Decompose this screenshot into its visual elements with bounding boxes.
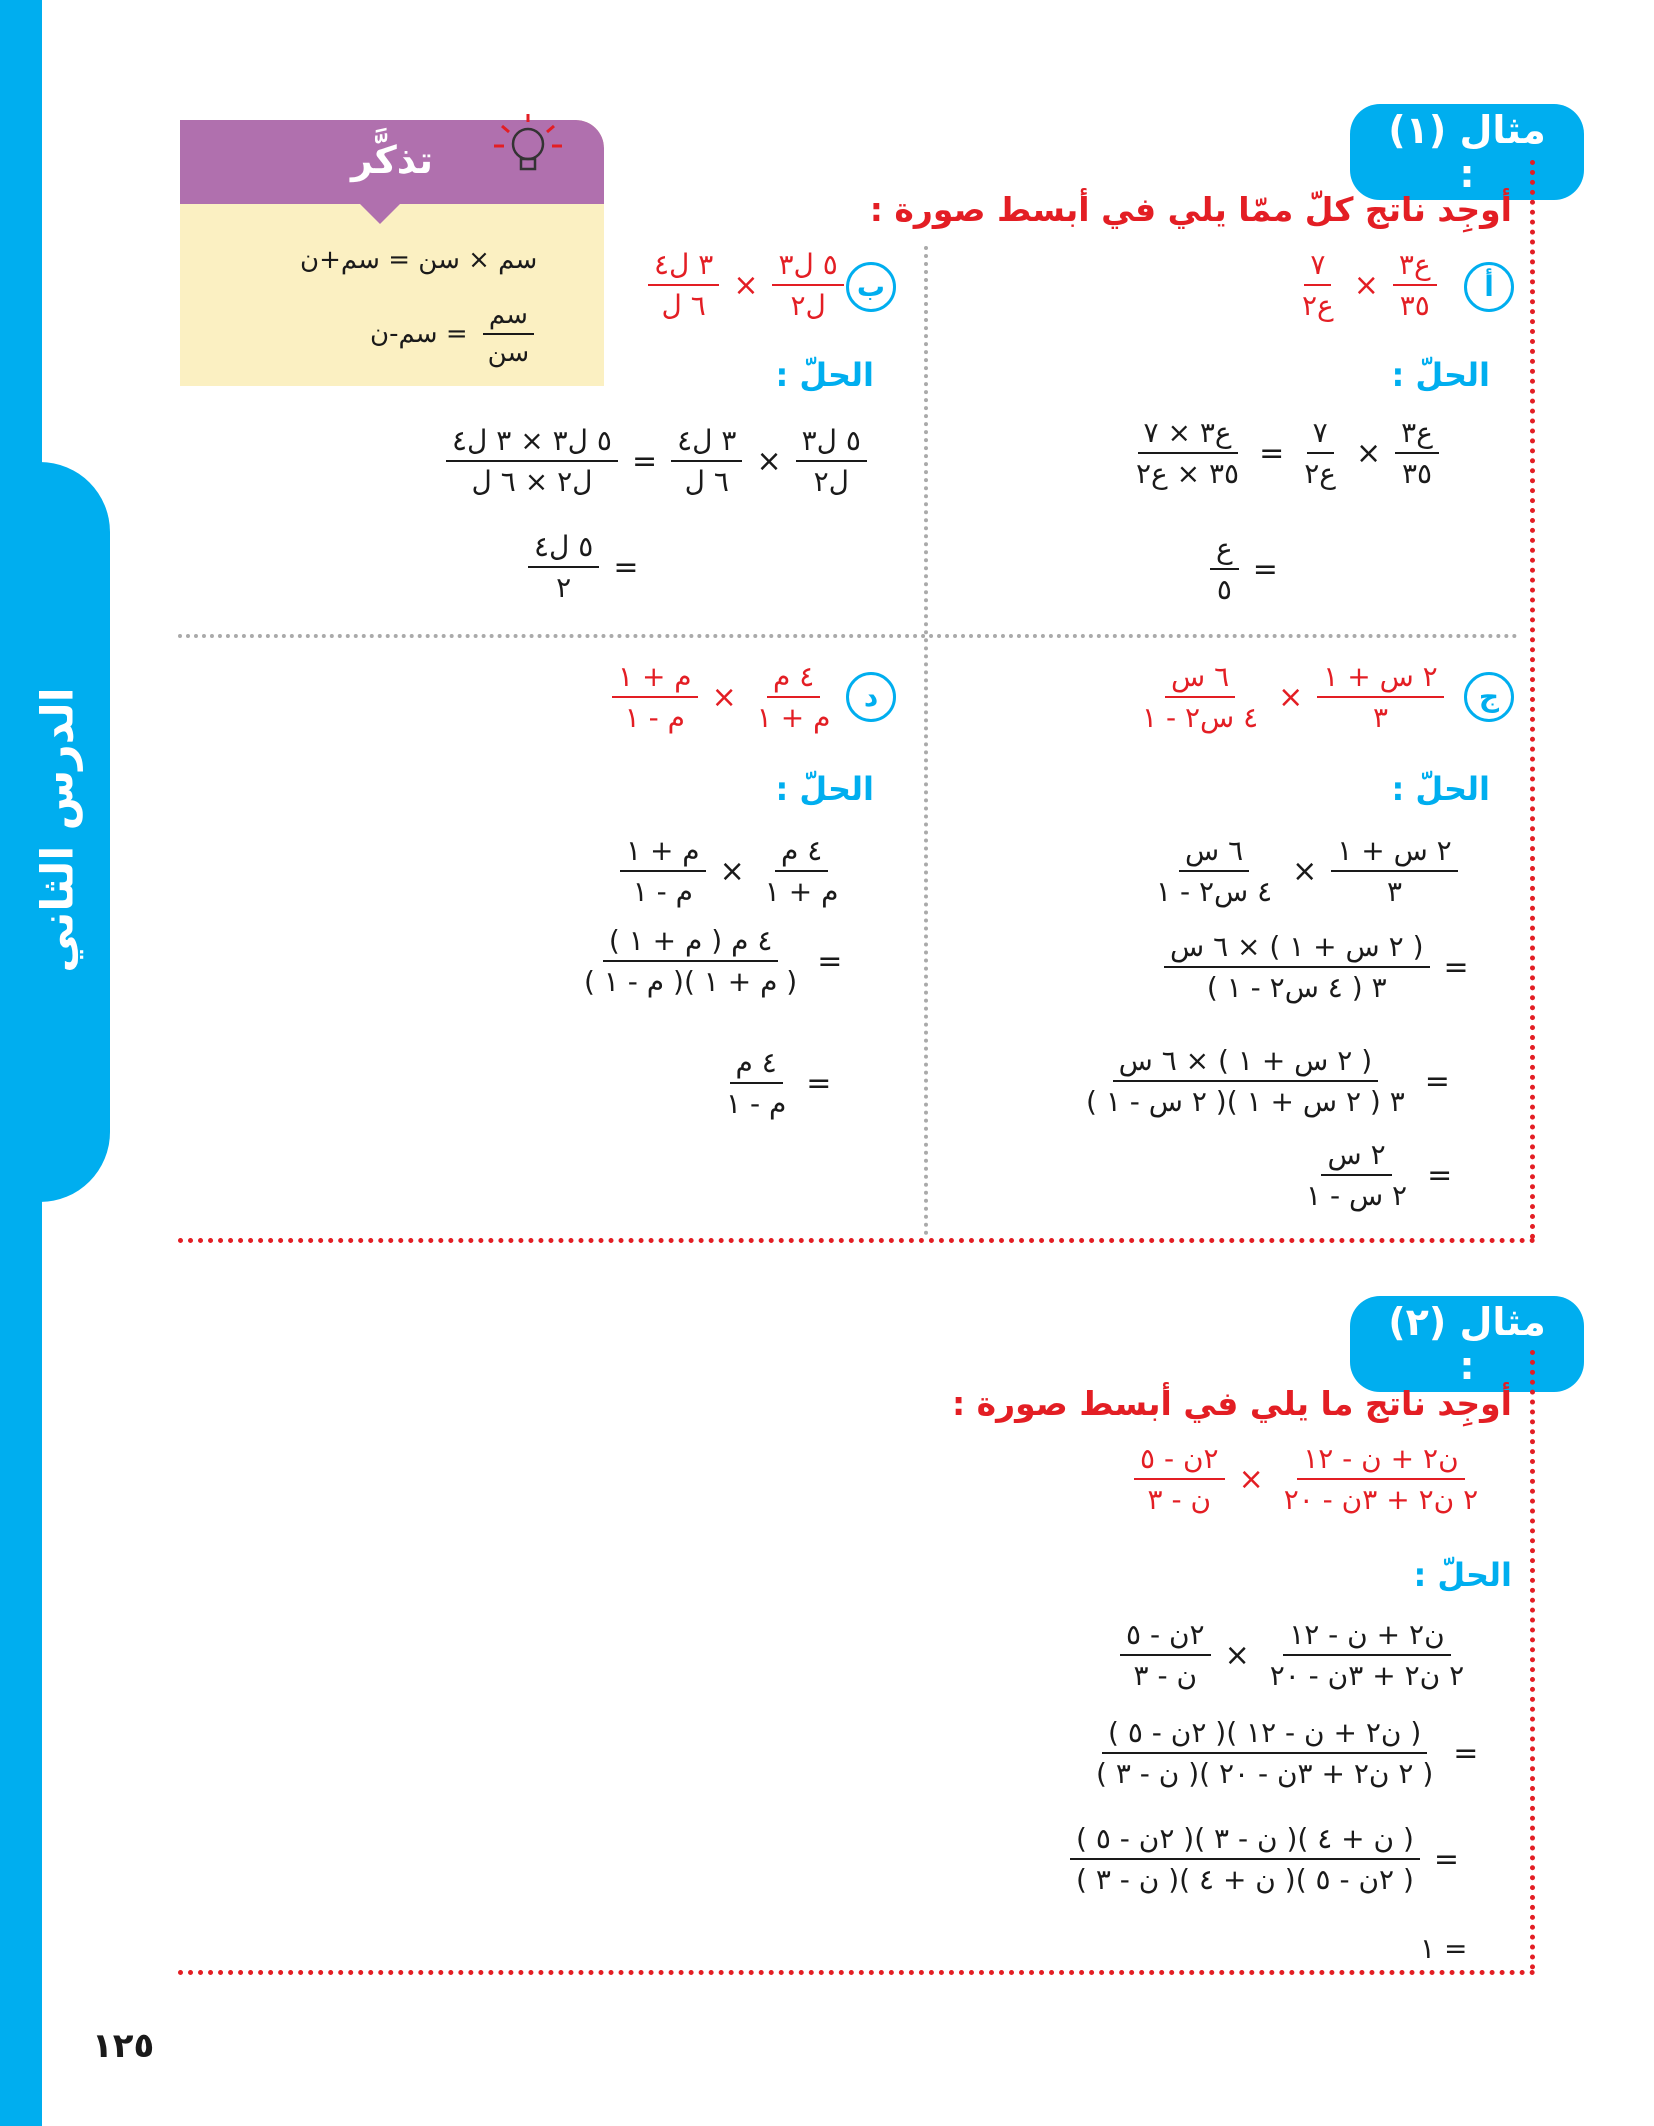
part-c-s3-num: ( ٢ س + ١ ) × ٦ س bbox=[1164, 930, 1430, 968]
part-a-label: أ bbox=[1464, 262, 1514, 312]
part-b-s2-den: ٦ ل bbox=[684, 465, 729, 498]
part-a-s2-num: ٧ bbox=[1307, 416, 1334, 454]
part-a-s1-frac bbox=[1395, 416, 1439, 490]
part-d-q-frac-1 bbox=[751, 660, 837, 734]
example-1-badge: مثال (١) : bbox=[1350, 104, 1584, 200]
part-a-q1-num: ع٣ bbox=[1393, 248, 1437, 286]
ex2-s2-den: ن - ٣ bbox=[1133, 1659, 1198, 1692]
part-d-q2-den: م - ١ bbox=[624, 701, 685, 734]
part-b-q1-num: ٥ ل٣ bbox=[772, 248, 843, 286]
times-sign: × bbox=[756, 443, 782, 479]
part-d-label: د bbox=[846, 672, 896, 722]
equals-sign: = bbox=[1424, 1063, 1450, 1099]
lightbulb-icon bbox=[488, 106, 568, 186]
part-a-r-num: ع bbox=[1210, 532, 1239, 570]
part-d-s2-den: م - ١ bbox=[632, 875, 693, 908]
equals-sign: = bbox=[806, 1065, 832, 1101]
part-c-r-den: ٢ س - ١ bbox=[1306, 1179, 1408, 1212]
part-b-q-frac-2 bbox=[648, 248, 719, 322]
ex2-result-value: = ١ bbox=[1420, 1932, 1468, 1965]
part-b-step-1 bbox=[446, 424, 867, 498]
part-d-q-frac-2 bbox=[612, 660, 698, 734]
part-b-s3-den: ل٢ × ٦ ل bbox=[471, 465, 593, 498]
part-c-q2-num: ٦ س bbox=[1165, 660, 1235, 698]
part-d-q1-den: م + ١ bbox=[756, 701, 831, 734]
equals-sign: = bbox=[1453, 1735, 1479, 1771]
times-sign: × bbox=[1356, 435, 1382, 471]
part-c-s1-frac bbox=[1331, 834, 1457, 908]
part-d-q1-num: ٤ م bbox=[767, 660, 820, 698]
lesson-title: الدرس الثاني bbox=[32, 687, 84, 973]
ex2-step-3 bbox=[1070, 1822, 1459, 1896]
ex2-q-frac-2 bbox=[1134, 1442, 1225, 1516]
ex2-s3-num: ( ن٢ + ن - ١٢ )( ٢ن - ٥ ) bbox=[1102, 1716, 1427, 1754]
part-a-q-frac-1 bbox=[1393, 248, 1437, 322]
times-sign: × bbox=[1292, 853, 1318, 889]
part-b-s3-frac bbox=[446, 424, 618, 498]
part-b-s2-num: ٣ ل٤ bbox=[671, 424, 742, 462]
part-c-s3-frac bbox=[1164, 930, 1430, 1004]
rule-2-rhs: = سم-ن bbox=[370, 319, 468, 349]
part-c-label: ج bbox=[1464, 672, 1514, 722]
part-a-question bbox=[1296, 248, 1437, 322]
part-b-label: ب bbox=[846, 262, 896, 312]
example-2-right-border bbox=[1530, 1350, 1535, 1970]
ex2-q1-num: ن٢ + ن - ١٢ bbox=[1297, 1442, 1464, 1480]
ex2-result bbox=[1420, 1932, 1467, 1965]
part-a-q2-num: ٧ bbox=[1304, 248, 1331, 286]
ex2-s4-num: ( ن + ٤ )( ن - ٣ )( ٢ن - ٥ ) bbox=[1070, 1822, 1420, 1860]
part-c-step-3 bbox=[1080, 1044, 1450, 1118]
part-b-r-num: ٥ ل٤ bbox=[528, 530, 599, 568]
remember-title: تذكَّر bbox=[351, 138, 433, 182]
part-d-r-frac bbox=[720, 1046, 792, 1120]
part-b-r-den: ٢ bbox=[556, 571, 572, 604]
part-a-s3-num: ع٣ × ٧ bbox=[1138, 416, 1238, 454]
example-2-badge: مثال (٢) : bbox=[1350, 1296, 1584, 1392]
part-c-step-1 bbox=[1150, 834, 1458, 908]
equals-sign: = bbox=[1252, 551, 1278, 587]
part-b-question bbox=[648, 248, 844, 322]
times-sign: × bbox=[1278, 679, 1304, 715]
part-a-s2-frac bbox=[1298, 416, 1342, 490]
part-a-s3-frac bbox=[1130, 416, 1245, 490]
part-d-q2-num: م + ١ bbox=[612, 660, 698, 698]
part-b-q2-num: ٣ ل٤ bbox=[648, 248, 719, 286]
part-c-s2-den: ٤ س٢ - ١ bbox=[1156, 875, 1273, 908]
ex2-s2-frac bbox=[1120, 1618, 1211, 1692]
part-d-s2-frac bbox=[620, 834, 706, 908]
rule-2-fraction bbox=[482, 300, 536, 368]
part-a-s1-num: ع٣ bbox=[1395, 416, 1439, 454]
part-c-s1-den: ٣ bbox=[1386, 875, 1403, 908]
part-a-s3-den: ٣٥ × ع٢ bbox=[1136, 457, 1240, 490]
part-c-step-2 bbox=[1164, 930, 1469, 1004]
grid-vertical-divider bbox=[924, 246, 928, 1236]
part-a-result bbox=[1210, 532, 1278, 606]
example-1-bottom-border bbox=[178, 1238, 1536, 1243]
part-a-s1-den: ٣٥ bbox=[1401, 457, 1433, 490]
part-b-r-frac bbox=[528, 530, 599, 604]
part-b-q1-den: ل٢ bbox=[790, 289, 826, 322]
part-a-r-frac bbox=[1210, 532, 1239, 606]
part-c-q1-num: ٢ س + ١ bbox=[1317, 660, 1443, 698]
example-2-bottom-border bbox=[178, 1970, 1536, 1975]
remember-notch bbox=[358, 202, 402, 224]
times-sign: × bbox=[733, 267, 759, 303]
part-b-s1-frac bbox=[796, 424, 867, 498]
part-c-s4-den: ٣ ( ٢ س + ١ )( ٢ س - ١ ) bbox=[1086, 1085, 1405, 1118]
part-c-result bbox=[1300, 1138, 1452, 1212]
rule-2-num: سم bbox=[483, 300, 534, 335]
equals-sign: = bbox=[817, 943, 843, 979]
part-c-q1-den: ٣ bbox=[1372, 701, 1389, 734]
part-c-s2-frac bbox=[1150, 834, 1278, 908]
equals-sign: = bbox=[1259, 435, 1285, 471]
part-a-q-frac-2 bbox=[1296, 248, 1340, 322]
part-d-s3-den: ( م + ١ )( م - ١ ) bbox=[584, 965, 798, 998]
ex2-q2-num: ٢ن - ٥ bbox=[1134, 1442, 1225, 1480]
part-d-r-num: ٤ م bbox=[730, 1046, 783, 1084]
remember-rule-2 bbox=[370, 300, 535, 368]
times-sign: × bbox=[711, 679, 737, 715]
part-a-q2-den: ع٢ bbox=[1302, 289, 1334, 322]
ex2-step-2 bbox=[1090, 1716, 1478, 1790]
part-b-solution-label: الحلّ : bbox=[775, 356, 874, 394]
ex2-q1-den: ٢ ن٢ + ٣ن - ٢٠ bbox=[1283, 1483, 1479, 1516]
ex2-step-1 bbox=[1120, 1618, 1470, 1692]
part-b-s3-num: ٥ ل٣ × ٣ ل٤ bbox=[446, 424, 618, 462]
part-d-s1-frac bbox=[759, 834, 845, 908]
part-b-s2-frac bbox=[671, 424, 742, 498]
ex2-s4-den: ( ٢ن - ٥ )( ن + ٤ )( ن - ٣ ) bbox=[1076, 1863, 1414, 1896]
part-d-s1-num: ٤ م bbox=[775, 834, 828, 872]
rule-1-text: سم × سن = سم+ن bbox=[300, 245, 538, 275]
times-sign: × bbox=[1353, 267, 1379, 303]
equals-sign: = bbox=[631, 443, 658, 479]
example-2-solution-label: الحلّ : bbox=[1413, 1556, 1512, 1594]
part-c-r-frac bbox=[1300, 1138, 1413, 1212]
part-d-step-1 bbox=[620, 834, 844, 908]
part-b-s1-num: ٥ ل٣ bbox=[796, 424, 867, 462]
part-d-s3-frac bbox=[578, 924, 803, 998]
ex2-s3-frac bbox=[1090, 1716, 1439, 1790]
times-sign: × bbox=[1238, 1461, 1264, 1497]
ex2-s2-num: ٢ن - ٥ bbox=[1120, 1618, 1211, 1656]
equals-sign: = bbox=[1443, 949, 1469, 985]
example-2-instruction: أوجِد ناتج ما يلي في أبسط صورة : bbox=[952, 1384, 1512, 1423]
times-sign: × bbox=[719, 853, 745, 889]
ex2-s3-den: ( ٢ ن٢ + ٣ن - ٢٠ )( ن - ٣ ) bbox=[1096, 1757, 1434, 1790]
part-c-q-frac-2 bbox=[1136, 660, 1264, 734]
part-c-q2-den: ٤ س٢ - ١ bbox=[1142, 701, 1259, 734]
part-d-r-den: م - ١ bbox=[726, 1087, 787, 1120]
part-b-q2-den: ٦ ل bbox=[661, 289, 706, 322]
part-a-s2-den: ع٢ bbox=[1304, 457, 1336, 490]
part-c-solution-label: الحلّ : bbox=[1391, 770, 1490, 808]
ex2-q2-den: ن - ٣ bbox=[1147, 1483, 1212, 1516]
part-c-s1-num: ٢ س + ١ bbox=[1331, 834, 1457, 872]
part-d-s1-den: م + ١ bbox=[764, 875, 839, 908]
part-c-s4-num: ( ٢ س + ١ ) × ٦ س bbox=[1113, 1044, 1379, 1082]
part-d-step-2 bbox=[578, 924, 842, 998]
grid-horizontal-divider bbox=[178, 634, 1518, 638]
rule-2-den: سن bbox=[487, 338, 530, 368]
part-d-s3-num: ٤ م ( م + ١ ) bbox=[603, 924, 778, 962]
part-a-r-den: ٥ bbox=[1216, 573, 1232, 606]
ex2-s1-den: ٢ ن٢ + ٣ن - ٢٠ bbox=[1269, 1659, 1465, 1692]
part-c-q-frac-1 bbox=[1317, 660, 1443, 734]
part-a-solution-label: الحلّ : bbox=[1391, 356, 1490, 394]
ex2-s1-frac bbox=[1264, 1618, 1470, 1692]
ex2-s1-num: ن٢ + ن - ١٢ bbox=[1283, 1618, 1450, 1656]
part-c-s4-frac bbox=[1080, 1044, 1411, 1118]
equals-sign: = bbox=[1427, 1157, 1453, 1193]
part-b-q-frac-1 bbox=[772, 248, 843, 322]
equals-sign: = bbox=[613, 549, 639, 585]
part-a-q1-den: ٣٥ bbox=[1399, 289, 1430, 322]
part-c-s3-den: ٣ ( ٤ س٢ - ١ ) bbox=[1206, 971, 1387, 1004]
part-a-step-1 bbox=[1130, 416, 1439, 490]
part-c-question bbox=[1136, 660, 1444, 734]
ex2-s4-frac bbox=[1070, 1822, 1420, 1896]
equals-sign: = bbox=[1433, 1841, 1460, 1877]
times-sign: × bbox=[1224, 1637, 1250, 1673]
ex2-q-frac-1 bbox=[1278, 1442, 1484, 1516]
part-d-s2-num: م + ١ bbox=[620, 834, 706, 872]
example-1-right-border bbox=[1530, 160, 1535, 1240]
part-d-solution-label: الحلّ : bbox=[775, 770, 874, 808]
part-b-s1-den: ل٢ bbox=[813, 465, 849, 498]
part-d-question bbox=[612, 660, 836, 734]
part-b-result bbox=[528, 530, 638, 604]
example-2-question bbox=[1134, 1442, 1484, 1516]
remember-rule-1 bbox=[300, 245, 537, 275]
part-c-s2-num: ٦ س bbox=[1179, 834, 1249, 872]
example-1-instruction: أوجِد ناتج كلّ ممّا يلي في أبسط صورة : bbox=[869, 190, 1512, 229]
part-c-r-num: ٢ س bbox=[1321, 1138, 1391, 1176]
part-d-result bbox=[720, 1046, 831, 1120]
page-number: ١٢٥ bbox=[92, 2026, 155, 2066]
